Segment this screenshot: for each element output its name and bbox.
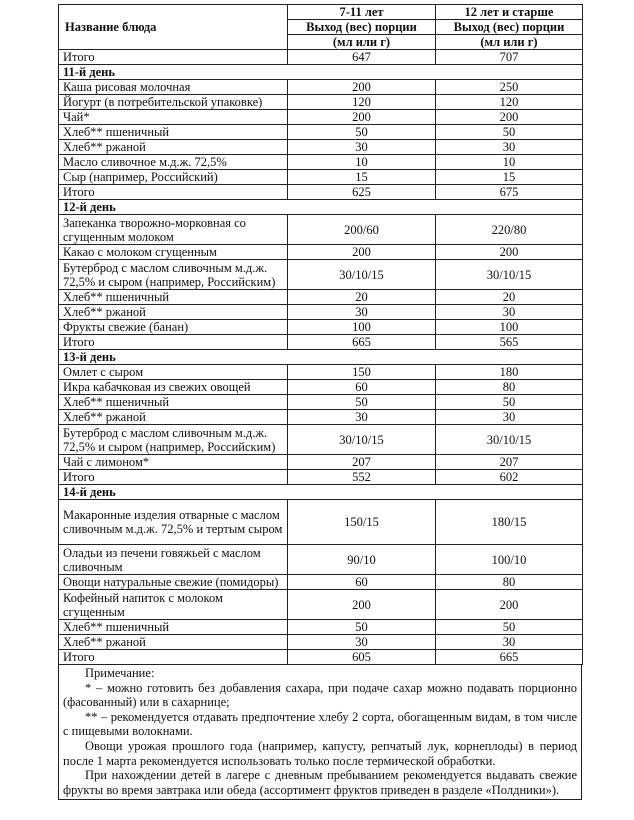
dish-row — [59, 590, 583, 620]
dish-row — [59, 110, 583, 125]
portion-7-11-cell: 50 — [288, 620, 436, 635]
portion-12-plus-cell: 100/10 — [436, 545, 583, 575]
portion-7-11-cell: 605 — [288, 650, 436, 665]
portion-12-plus-cell: 80 — [436, 575, 583, 590]
dish-name-cell: Хлеб** ржаной — [59, 140, 288, 155]
dish-name-cell: Йогурт (в потребительской упаковке) — [59, 95, 288, 110]
portion-12-plus-cell: 20 — [436, 290, 583, 305]
dish-name-cell: Икра кабачковая из свежих овощей — [59, 380, 288, 395]
dish-name-cell: Макаронные изделия отварные с маслом сливочным м.д.ж. 72,5% и тертым сыром — [59, 500, 288, 545]
header-age-12-plus: 12 лет и старше — [436, 5, 583, 20]
portion-7-11-cell: 60 — [288, 380, 436, 395]
dish-name-cell: Бутерброд с маслом сливочным м.д.ж. 72,5% и сыром (например, Российским) — [59, 425, 288, 455]
portion-7-11-cell: 200 — [288, 80, 436, 95]
dish-name-cell: Сыр (например, Российский) — [59, 170, 288, 185]
dish-name-cell: Масло сливочное м.д.ж. 72,5% — [59, 155, 288, 170]
portion-7-11-cell: 20 — [288, 290, 436, 305]
portion-12-plus-cell: 30/10/15 — [436, 260, 583, 290]
total-row — [59, 335, 583, 350]
total-row — [59, 470, 583, 485]
portion-7-11-cell: 30/10/15 — [288, 260, 436, 290]
portion-7-11-cell: 665 — [288, 335, 436, 350]
dish-name-cell: Фрукты свежие (банан) — [59, 320, 288, 335]
portion-12-plus-cell: 15 — [436, 170, 583, 185]
portion-12-plus-cell: 30 — [436, 635, 583, 650]
portion-12-plus-cell: 675 — [436, 185, 583, 200]
portion-12-plus-cell: 200 — [436, 245, 583, 260]
day-header-row — [59, 200, 583, 215]
portion-12-plus-cell: 602 — [436, 470, 583, 485]
portion-12-plus-cell: 565 — [436, 335, 583, 350]
dish-name-cell: Итого — [59, 335, 288, 350]
dish-name-cell: Омлет с сыром — [59, 365, 288, 380]
portion-7-11-cell: 30 — [288, 410, 436, 425]
portion-7-11-cell: 150 — [288, 365, 436, 380]
dish-name-cell: Запеканка творожно-морковная со сгущенным молоком — [59, 215, 288, 245]
dish-name-cell: Хлеб** ржаной — [59, 635, 288, 650]
portion-12-plus-cell: 10 — [436, 155, 583, 170]
note-vegetables: Овощи урожая прошлого года (например, капусту, репчатый лук, корнеплоды) в период после 1 марта рекомендуется использовать только после термической обработки. — [63, 738, 577, 768]
portion-12-plus-cell: 250 — [436, 80, 583, 95]
dish-name-cell: Итого — [59, 185, 288, 200]
portion-7-11-cell: 200/60 — [288, 215, 436, 245]
header-unit-12-plus: (мл или г) — [436, 35, 583, 50]
menu-table-body — [59, 50, 583, 665]
dish-row — [59, 95, 583, 110]
document-page — [58, 4, 582, 800]
note-sugar: * – можно готовить без добавления сахара, при подаче сахар можно подавать порционно (фасованный) или в сахарнице; — [63, 680, 577, 710]
portion-7-11-cell: 10 — [288, 155, 436, 170]
dish-row — [59, 410, 583, 425]
portion-7-11-cell: 15 — [288, 170, 436, 185]
total-row — [59, 650, 583, 665]
portion-7-11-cell: 647 — [288, 50, 436, 65]
notes-title: Примечание: — [85, 666, 155, 680]
day-title: 14-й день — [59, 485, 583, 500]
dish-name-cell: Кофейный напиток с молоком сгущенным — [59, 590, 288, 620]
total-row — [59, 50, 583, 65]
dish-row — [59, 455, 583, 470]
portion-12-plus-cell: 200 — [436, 110, 583, 125]
day-title: 12-й день — [59, 200, 583, 215]
header-yield-7-11: Выход (вес) порции — [288, 20, 436, 35]
dish-name-cell: Каша рисовая молочная — [59, 80, 288, 95]
dish-row — [59, 155, 583, 170]
dish-row — [59, 425, 583, 455]
dish-name-cell: Оладьи из печени говяжьей с маслом сливочным — [59, 545, 288, 575]
dish-name-cell: Хлеб** пшеничный — [59, 125, 288, 140]
day-header-row — [59, 485, 583, 500]
portion-7-11-cell: 30 — [288, 140, 436, 155]
portion-12-plus-cell: 80 — [436, 380, 583, 395]
dish-row — [59, 380, 583, 395]
total-row — [59, 185, 583, 200]
day-title: 11-й день — [59, 65, 583, 80]
portion-12-plus-cell: 100 — [436, 320, 583, 335]
dish-row — [59, 545, 583, 575]
dish-row — [59, 80, 583, 95]
dish-name-cell: Овощи натуральные свежие (помидоры) — [59, 575, 288, 590]
portion-7-11-cell: 150/15 — [288, 500, 436, 545]
dish-row — [59, 290, 583, 305]
dish-row — [59, 125, 583, 140]
portion-7-11-cell: 100 — [288, 320, 436, 335]
dish-name-cell: Итого — [59, 650, 288, 665]
dish-name-cell: Чай* — [59, 110, 288, 125]
dish-name-cell: Итого — [59, 470, 288, 485]
portion-12-plus-cell: 200 — [436, 590, 583, 620]
day-header-row — [59, 350, 583, 365]
portion-12-plus-cell: 220/80 — [436, 215, 583, 245]
dish-row — [59, 260, 583, 290]
portion-7-11-cell: 50 — [288, 395, 436, 410]
notes-section — [58, 665, 582, 800]
portion-7-11-cell: 30 — [288, 635, 436, 650]
dish-row — [59, 500, 583, 545]
portion-7-11-cell: 552 — [288, 470, 436, 485]
note-bread: ** – рекомендуется отдавать предпочтение хлебу 2 сорта, обогащенным видам, в том числе с пищевыми волокнами. — [63, 709, 577, 739]
dish-name-cell: Итого — [59, 50, 288, 65]
portion-12-plus-cell: 207 — [436, 455, 583, 470]
note-fruits: При нахождении детей в лагере с дневным пребыванием рекомендуется выдавать свежие фрукты во время завтрака или обеда (ассортимент фруктов приведен в разделе «Полдники»). — [63, 768, 577, 797]
portion-12-plus-cell: 30 — [436, 140, 583, 155]
dish-row — [59, 365, 583, 380]
portion-7-11-cell: 625 — [288, 185, 436, 200]
dish-row — [59, 575, 583, 590]
dish-row — [59, 215, 583, 245]
dish-name-cell: Хлеб** пшеничный — [59, 395, 288, 410]
portion-12-plus-cell: 120 — [436, 95, 583, 110]
portion-12-plus-cell: 180 — [436, 365, 583, 380]
portion-7-11-cell: 207 — [288, 455, 436, 470]
portion-12-plus-cell: 180/15 — [436, 500, 583, 545]
portion-7-11-cell: 60 — [288, 575, 436, 590]
dish-row — [59, 635, 583, 650]
dish-row — [59, 140, 583, 155]
dish-name-cell: Чай с лимоном* — [59, 455, 288, 470]
portion-7-11-cell: 200 — [288, 590, 436, 620]
portion-7-11-cell: 30/10/15 — [288, 425, 436, 455]
dish-row — [59, 395, 583, 410]
dish-row — [59, 620, 583, 635]
portion-7-11-cell: 30 — [288, 305, 436, 320]
dish-row — [59, 170, 583, 185]
portion-7-11-cell: 200 — [288, 110, 436, 125]
portion-12-plus-cell: 50 — [436, 620, 583, 635]
portion-12-plus-cell: 665 — [436, 650, 583, 665]
dish-row — [59, 245, 583, 260]
dish-name-cell: Какао с молоком сгущенным — [59, 245, 288, 260]
portion-12-plus-cell: 30 — [436, 305, 583, 320]
portion-12-plus-cell: 30/10/15 — [436, 425, 583, 455]
day-title: 13-й день — [59, 350, 583, 365]
header-unit-7-11: (мл или г) — [288, 35, 436, 50]
dish-name-cell: Бутерброд с маслом сливочным м.д.ж. 72,5% и сыром (например, Российским) — [59, 260, 288, 290]
portion-12-plus-cell: 707 — [436, 50, 583, 65]
header-dish-name: Название блюда — [59, 5, 288, 50]
portion-7-11-cell: 50 — [288, 125, 436, 140]
header-age-7-11: 7-11 лет — [288, 5, 436, 20]
portion-7-11-cell: 120 — [288, 95, 436, 110]
day-header-row — [59, 65, 583, 80]
menu-table — [58, 4, 583, 665]
dish-name-cell: Хлеб** ржаной — [59, 410, 288, 425]
portion-7-11-cell: 200 — [288, 245, 436, 260]
dish-name-cell: Хлеб** ржаной — [59, 305, 288, 320]
dish-row — [59, 320, 583, 335]
dish-name-cell: Хлеб** пшеничный — [59, 620, 288, 635]
portion-7-11-cell: 90/10 — [288, 545, 436, 575]
portion-12-plus-cell: 30 — [436, 410, 583, 425]
dish-row — [59, 305, 583, 320]
portion-12-plus-cell: 50 — [436, 125, 583, 140]
portion-12-plus-cell: 50 — [436, 395, 583, 410]
header-yield-12-plus: Выход (вес) порции — [436, 20, 583, 35]
dish-name-cell: Хлеб** пшеничный — [59, 290, 288, 305]
